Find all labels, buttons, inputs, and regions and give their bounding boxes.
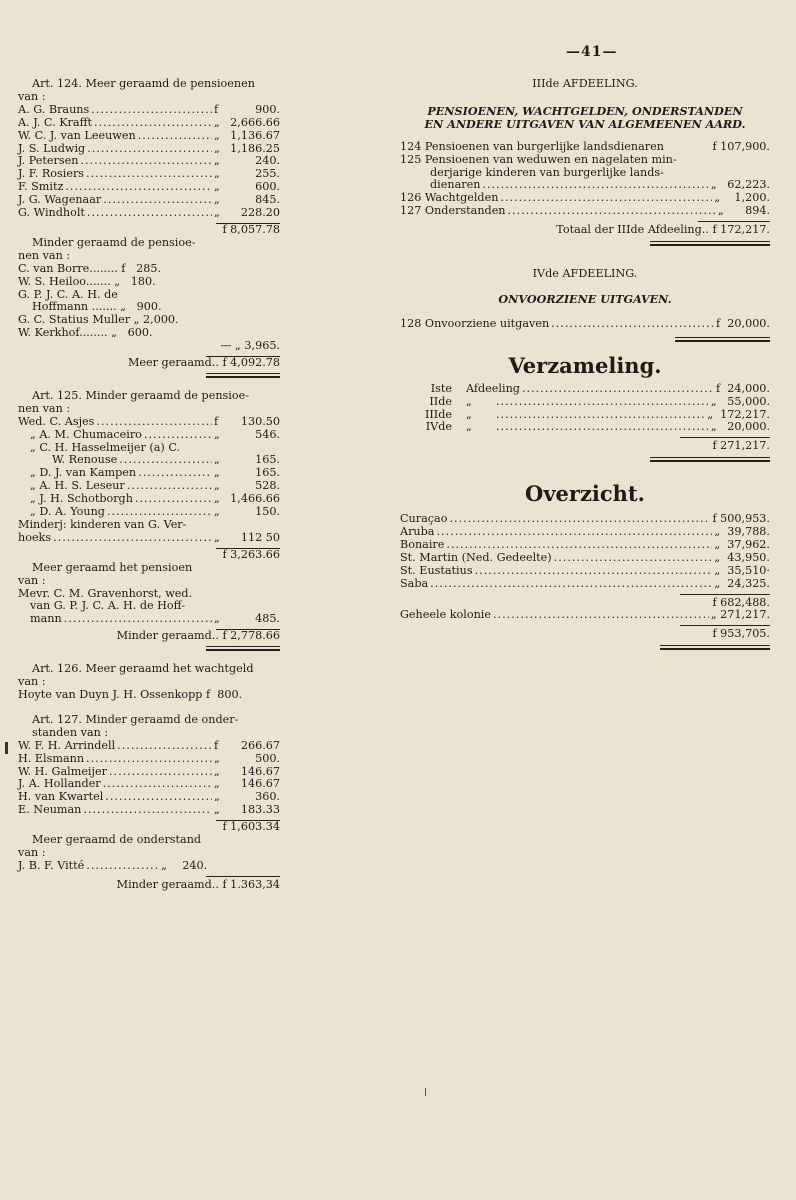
sum-rule [680,594,770,595]
table-row: „ D. A. Young ..... „ 150. [18,506,280,519]
margin-mark [5,742,8,754]
table-row: Wed. C. Asjes ..... f 130.50 [18,416,280,429]
table-row: Curaçao ..... f 500,953. [400,513,770,526]
art127-section [18,714,280,892]
list-item: Minderj: kinderen van G. Ver- [18,518,187,531]
verzameling-title: Verzameling. [508,352,662,378]
art124-heading: Art. 124. Meer geraamd de pensioenen [32,77,255,90]
double-rule [660,645,770,650]
sum-rule [698,221,770,222]
art125-result: Minder geraamd.. f 2,778.66 [116,629,280,643]
left-column [18,78,280,892]
table-row: Aruba ..... „ 39,788. [400,526,770,539]
table-row: „ A. H. S. Leseur ..... „ 528. [18,480,280,493]
art125-section [18,390,280,651]
art124-minder-heading: Minder geraamd de pensioe- [32,235,196,249]
table-row: St. Eustatius ..... „ 35,510· [400,565,770,578]
art127-heading-2: standen van : [32,725,109,739]
paper-speck [425,1088,426,1096]
art127-meer-heading: Meer geraamd de onderstand [32,833,202,847]
table-row: J. B. F. Vitté ..... „ 240. [18,860,280,873]
art125-meer-heading-2: van : [18,573,46,587]
table-row: W. Renouse ..... „ 165. [18,454,280,467]
list-item: derjarige kinderen van burgerlijke lands- [430,165,664,179]
table-row: „ J. H. Schotborgh ..... „ 1,466.66 [18,493,280,506]
table-row: G. Windholt ..... „ 228.20 [18,207,280,220]
table-row: Geheele kolonie ..... „ 271,217. [400,609,770,622]
double-rule [675,337,770,342]
art125-meer-heading: Meer geraamd het pensioen [32,560,193,574]
section3-total: Totaal der IIIde Afdeeling.. f 172,217. [556,223,770,237]
list-item: C. van Borre........ f 285. [18,261,162,275]
table-row: Saba ..... „ 24,325. [400,578,770,591]
table-row: mann ..... „ 485. [18,613,280,626]
list-item: „ C. H. Hasselmeijer (a) C. [30,440,181,454]
art125-subtotal: f 3,263.66 [222,547,280,561]
sum-rule [680,437,770,438]
right-column [400,78,770,650]
table-row: Bonaire ..... „ 37,962. [400,539,770,552]
section4-title: IVde AFDEELING. [532,267,638,281]
table-row: J. G. Wagenaar ..... „ 845. [18,194,280,207]
art126-line: Hoyte van Duyn J. H. Ossenkopp f 800. [18,687,243,701]
table-row: Iste Afdeeling ..... f 24,000. [400,383,770,396]
art127-subtotal: f 1,603.34 [222,820,280,834]
art124-minder-total: — „ 3,965. [220,339,280,353]
list-item: 125 Pensioenen van weduwen en nagelaten min- [400,152,677,166]
section3-subtitle-1: PENSIOENEN, WACHTGELDEN, ONDERSTANDEN [427,103,743,118]
art124-subtotal: f 8,057.78 [222,222,280,236]
table-row: W. F. H. Arrindell ..... f 266.67 [18,740,280,753]
table-row: 128 Onvoorziene uitgaven ..... f 20,000. [400,318,770,331]
section4-subtitle: ONVOORZIENE UITGAVEN. [498,291,672,306]
sum-rule [680,625,770,626]
table-row: J. F. Rosiers ..... „ 255. [18,168,280,181]
table-row: 127 Onderstanden ..... „ 894. [400,205,770,218]
overzicht-title: Overzicht. [525,481,645,507]
list-item: G. C. Statius Muller „ 2,000. [18,313,179,327]
art126-heading: Art. 126. Meer geraamd het wachtgeld [32,662,254,676]
art126-section [18,663,280,702]
table-row: IIde „ ..... „ 55,000. [400,396,770,409]
sum-rule [206,876,280,877]
table-row: A. G. Brauns ..... f 900. [18,104,280,117]
table-row: E. Neuman ..... „ 183.33 [18,804,280,817]
overzicht-grand-total: f 953,705. [712,627,770,641]
art126-heading-2: van : [18,675,46,689]
table-row: „ A. M. Chumaceiro ..... „ 546. [18,429,280,442]
table-row: J. A. Hollander ..... „ 146.67 [18,778,280,791]
table-row: IIIde „ ..... „ 172,217. [400,409,770,422]
table-row: 124 Pensioenen van burgerlijke landsdienaren f 107,900. [400,139,770,153]
double-rule [206,646,280,651]
table-row: dienaren ..... „ 62,223. [400,179,770,192]
list-item: G. P. J. C. A. H. de [18,287,118,301]
table-row: A. J. C. Krafft ..... „ 2,666.66 [18,117,280,130]
art124-minder-heading-2: nen van : [18,248,71,262]
table-row: W. H. Galmeijer ..... „ 146.67 [18,766,280,779]
page-number: —41— [566,44,618,60]
art127-heading: Art. 127. Minder geraamd de onder- [32,712,239,726]
list-item: Mevr. C. M. Gravenhorst, wed. [18,586,193,600]
verzameling-total: f 271,217. [712,439,770,453]
list-item: Hoffmann ....... „ 900. [32,300,162,314]
double-rule [650,457,770,462]
overzicht-subtotal: f 682,488. [712,595,770,609]
section3-subtitle-2: EN ANDERE UITGAVEN VAN ALGEMEENEN AARD. [424,116,746,131]
art127-meer-heading-2: van : [18,845,46,859]
list-item: van G. P. J. C. A. H. de Hoff- [30,599,185,613]
double-rule [206,373,280,378]
table-row: H. Elsmann ..... „ 500. [18,753,280,766]
table-row: 126 Wachtgelden ..... „ 1,200. [400,192,770,205]
table-row: IVde „ ..... „ 20,000. [400,421,770,434]
double-rule [650,241,770,246]
table-row: J. S. Ludwig ..... „ 1,186.25 [18,143,280,156]
art125-heading: Art. 125. Minder geraamd de pensioe- [32,388,250,402]
art124-heading-2: van : [18,89,46,103]
table-row: hoeks ..... „ 112 50 [18,532,280,545]
table-row: „ D. J. van Kampen ..... „ 165. [18,467,280,480]
table-row: H. van Kwartel ..... „ 360. [18,791,280,804]
art127-result: Minder geraamd.. f 1.363,34 [116,877,280,891]
table-row: F. Smitz ..... „ 600. [18,181,280,194]
art124-section [18,78,280,378]
table-row: W. C. J. van Leeuwen ..... „ 1,136.67 [18,130,280,143]
section3-title: IIIde AFDEELING. [532,77,638,90]
list-item: W. S. Heiloo....... „ 180. [18,274,156,288]
list-item: W. Kerkhof........ „ 600. [18,326,153,340]
table-row: J. Petersen ..... „ 240. [18,155,280,168]
art124-result: Meer geraamd.. f 4,092.78 [127,356,280,370]
art125-heading-2: nen van : [18,401,71,415]
table-row: St. Martin (Ned. Gedeelte) ..... „ 43,950. [400,552,770,565]
